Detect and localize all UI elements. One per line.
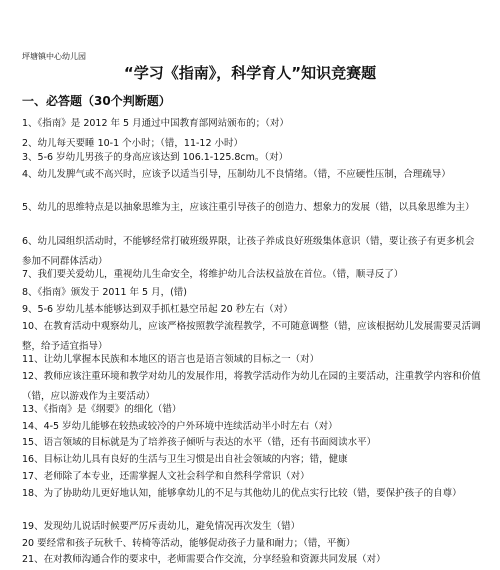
- question-item: 17、老师除了本专业，还需掌握人文社会科学和自然科学常识（对）: [22, 471, 310, 482]
- section-heading: 一、必答题（30个判断题）: [22, 94, 171, 108]
- question-item: 11、让幼儿掌握本民族和本地区的语言也是语言领域的目标之一（对）: [22, 354, 320, 365]
- question-item: 16、目标让幼儿具有良好的生活与卫生习惯是出自社会领域的内容；错，健康: [22, 454, 348, 465]
- question-item: 15、语言领域的目标就是为了培养孩子倾听与表达的水平（错，还有书面阅读水平）: [22, 437, 377, 448]
- question-item: 3、5-6 岁幼儿男孩子的身高应该达到 106.1-125.8cm。（对）: [22, 152, 289, 163]
- question-item: 21、在对教师沟通合作的要求中，老师需要合作交流，分享经验和资源共同发展（对）: [22, 554, 386, 565]
- question-item: 5、幼儿的思维特点是以抽象思维为主，应该注重引导孩子的创造力、想象力的发展（错，以具象思维为主）: [22, 202, 475, 213]
- question-item: 8、《指南》颁发于 2011 年 5 月，(错): [22, 287, 188, 298]
- question-item: 10、在教育活动中观察幼儿，应该严格按照教学流程教学，不可随意调整（错，应该根据幼儿发展需要灵活调整，给予适宜指导）: [22, 321, 481, 352]
- question-item: 9、5-6 岁幼儿基本能够达到双手抓杠悬空吊起 20 秒左右（对）: [22, 304, 293, 315]
- header-org: 坪塘镇中心幼儿园: [22, 52, 86, 61]
- question-item: 2、幼儿每天要睡 10-1 个小时；（错，11-12 小时）: [22, 138, 244, 149]
- question-item: 6、幼儿园组织活动时，不能够经常打破班级界限，让孩子养成良好班级集体意识（错，要让孩子有更多机会参加不同群体活动）: [22, 236, 475, 267]
- question-item: 13、《指南》是《纲要》的细化（错）: [22, 404, 182, 415]
- question-item: 20 要经常和孩子玩秋千、转椅等活动，能够促动孩子力量和耐力；（错，平衡）: [22, 538, 356, 549]
- question-item: 7、我们要关爱幼儿，重视幼儿生命安全，将维护幼儿合法权益放在首位。（错，顺寻反了）: [22, 269, 404, 280]
- question-item: 4、幼儿发脾气或不高兴时，应该予以适当引导，压制幼儿不良情绪。（错，不应硬性压制，合理疏导）: [22, 169, 451, 180]
- question-item: 19、发现幼儿说话时候要严厉斥责幼儿，避免情况再次发生（错）: [22, 521, 301, 532]
- document-title: “学习《指南》，科学育人”知识竞赛题: [123, 64, 377, 82]
- question-item: 18、为了协助幼儿更好地认知，能够拿幼儿的不足与其他幼儿的优点实行比较（错，要保护孩子的自尊）: [22, 488, 462, 499]
- question-item: 1、《指南》是 2012 年 5 月通过中国教育部网站颁布的；（对）: [22, 118, 289, 129]
- question-item: 14、4-5 岁幼儿能够在较热或较冷的户外环境中连续活动半小时左右（对）: [22, 421, 338, 432]
- question-item: 12、教师应该注重环境和教学对幼儿的发展作用，将教学活动作为幼儿在园的主要活动，注重教学内容和价值（错，应以游戏作为主要活动）: [22, 371, 481, 402]
